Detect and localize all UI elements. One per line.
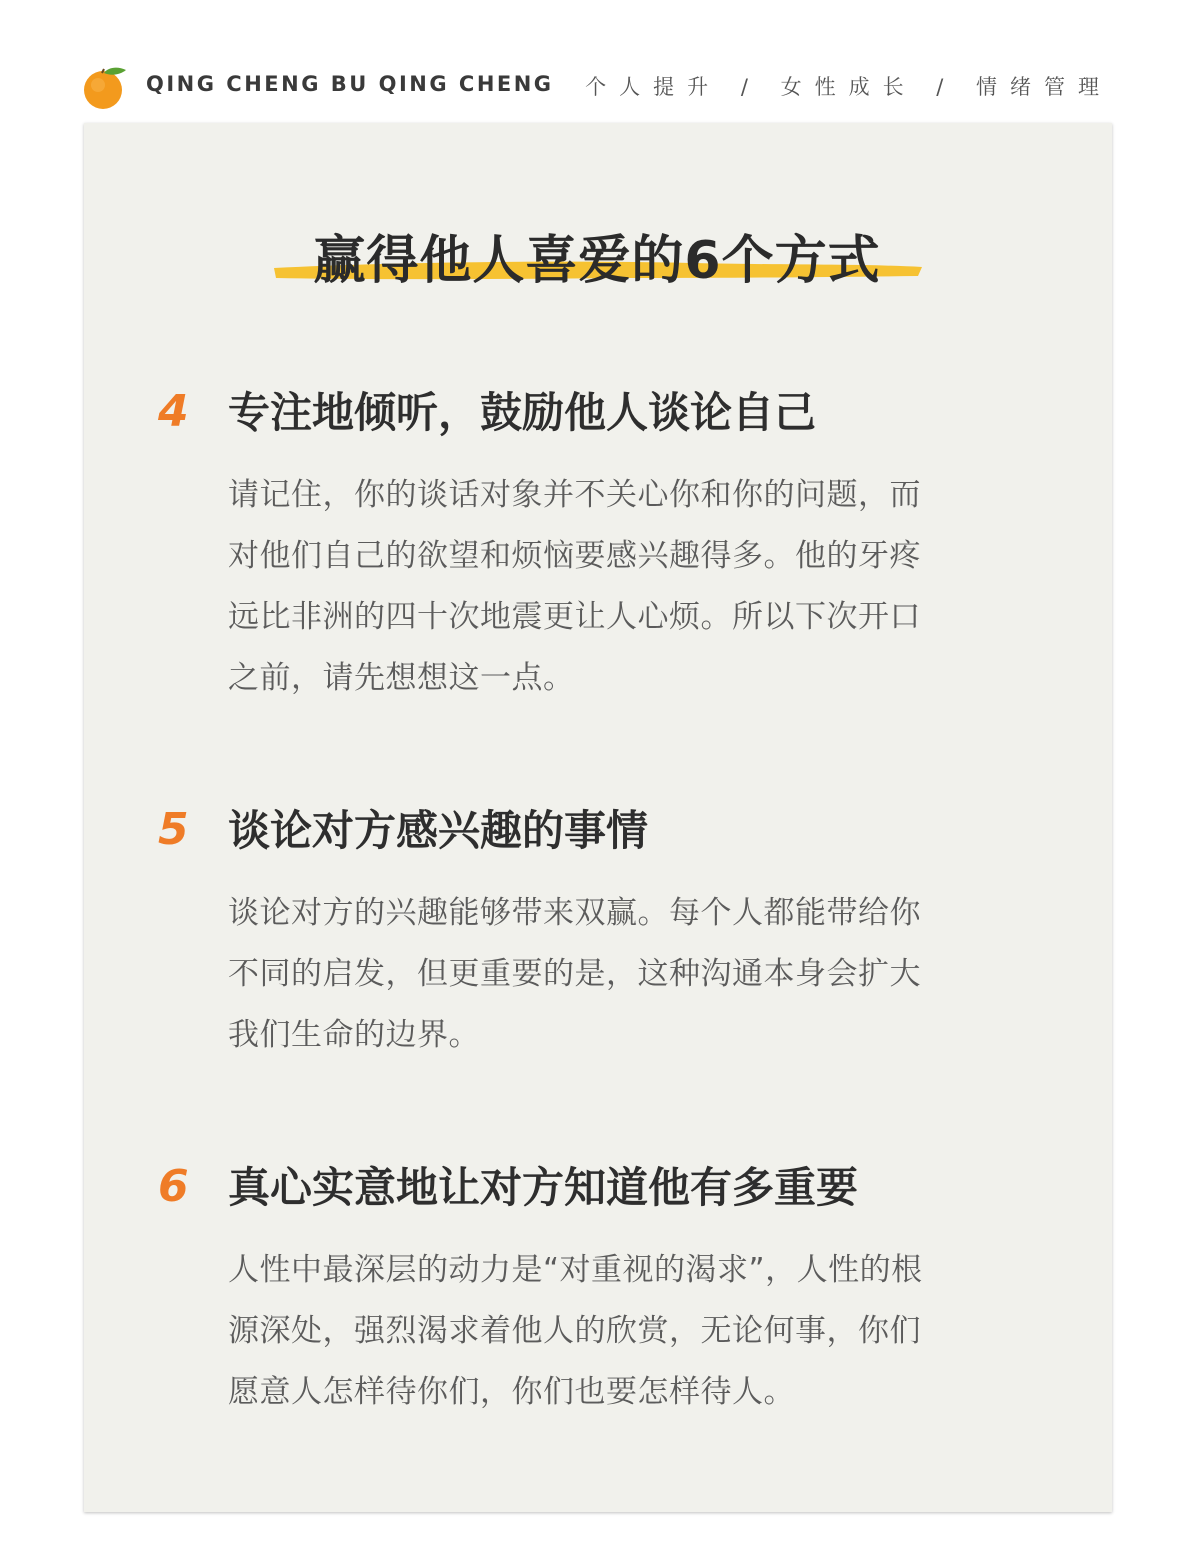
section-body	[228, 1240, 990, 1423]
orange-fruit-icon	[80, 64, 130, 110]
body-line: 对他们自己的欲望和烦恼要感兴趣得多。他的牙疼	[228, 538, 921, 574]
body-line: 不同的启发，但更重要的是，这种沟通本身会扩大	[228, 956, 921, 992]
section-number: 4	[158, 386, 189, 437]
body-line: 远比非洲的四十次地震更让人心烦。所以下次开口	[228, 599, 921, 635]
category-tags: 个人提升 / 女性成长 / 情绪管理	[585, 75, 1112, 99]
page-title: 赢得他人喜爱的6个方式	[313, 231, 881, 291]
section-heading: 真心实意地让对方知道他有多重要	[228, 1163, 859, 1212]
page-header	[0, 0, 1194, 120]
body-line: 请记住，你的谈话对象并不关心你和你的问题，而	[228, 477, 921, 513]
body-line: 之前，请先想想这一点。	[228, 660, 575, 696]
body-line: 人性中最深层的动力是“对重视的渴求”，人性的根	[228, 1252, 923, 1288]
body-line: 我们生命的边界。	[228, 1017, 480, 1053]
section-number: 6	[158, 1161, 189, 1212]
title-block	[0, 212, 1194, 302]
section-heading: 谈论对方感兴趣的事情	[228, 806, 649, 855]
section-body	[228, 883, 990, 1066]
section-body	[228, 465, 990, 709]
body-line: 谈论对方的兴趣能够带来双赢。每个人都能带给你	[228, 895, 921, 931]
body-line: 源深处，强烈渴求着他人的欣赏，无论何事，你们	[228, 1313, 921, 1349]
section-heading: 专注地倾听，鼓励他人谈论自己	[228, 388, 817, 437]
body-line: 愿意人怎样待你们，你们也要怎样待人。	[228, 1374, 795, 1410]
brand-name: QING CHENG BU QING CHENG	[146, 72, 554, 96]
section-number: 5	[158, 804, 189, 855]
